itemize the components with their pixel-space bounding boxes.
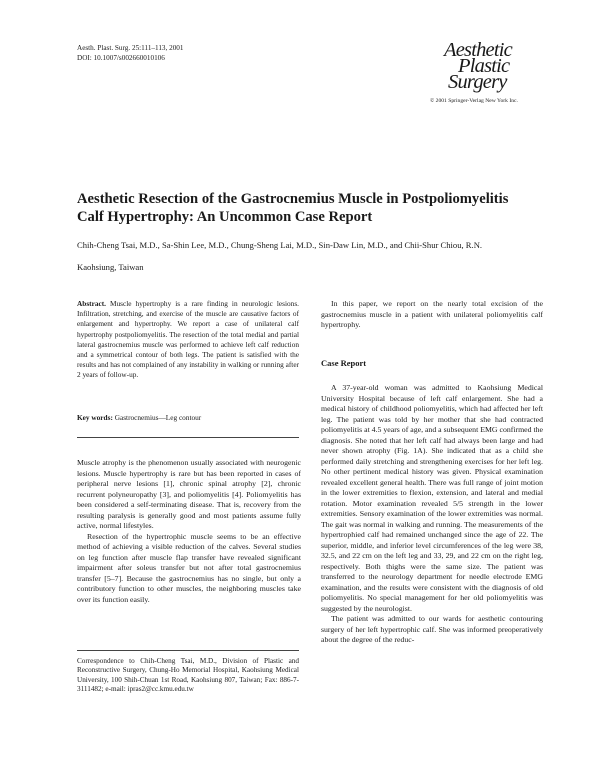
abstract-label: Abstract. [77,299,106,308]
article-title: Aesthetic Resection of the Gastrocnemius Muscle in Postpoliomyelitis Calf Hypertrophy: An Uncommon Case Report [77,191,509,225]
keywords [77,413,299,422]
logo-line-3: Surgery [448,71,507,93]
citation-header [77,44,183,63]
case-report [321,383,543,646]
footnote-divider [77,650,299,651]
abstract [77,299,299,381]
body-paragraph: Resection of the hypertrophic muscle seems to be an effective method of achieving a visible reduction of the calves. Several studies on leg function after muscle flap transfer have revealed significant impairment after soleus transfer but not after total gastrocnemius transfer [5–7]. Because the gastrocnemius has no single, but only a contributory function to other muscles, the neighboring muscles take over its function easily. [77,531,301,604]
authors: Chih-Cheng Tsai, M.D., Sa-Shin Lee, M.D., Chung-Sheng Lai, M.D., Sin-Daw Lin, M.D., and Chii-Shur Chiou, R.N. [77,240,483,250]
intro-paragraph: In this paper, we report on the nearly total excision of the gastrocnemius muscle in a patient with unilateral poliomyelitis calf hypertrophy. [321,299,543,329]
doi: DOI: 10.1007/s002660010106 [77,53,165,62]
case-report-heading: Case Report [321,358,367,368]
abstract-text: Muscle hypertrophy is a rare finding in neurologic lesions. Infiltration, stretching, and exercise of the muscle are causative factors of enlargement and hypertrophy. We report a case of unilateral calf hypertrophy postpoliomyelitis. The resection of the total medial and partial lateral gastrocnemius muscle was performed to achieve left calf reduction and a symmetrical contour of both legs. The patient is satisfied with the results and has not complained of any instability in walking or running after 2 years of follow-up. [77,299,299,380]
journal-logo [444,39,512,93]
affiliation: Kaohsiung, Taiwan [77,262,144,272]
correspondence-footnote: Correspondence to Chih-Cheng Tsai, M.D., Division of Plastic and Reconstructive Surgery, Chung-Ho Memorial Hospital, Kaohsiung Medical University, 100 Shih-Chuan 1st Road, Kaohsiung 807, Taiwan; Fax: 886-7-3111482; e-mail: ipras2@cc.kmu.edu.tw [77,657,299,694]
case-paragraph: The patient was admitted to our wards for aesthetic contouring surgery of her left hypertrophic calf. She was informed preoperatively about the degree of the reduc- [321,614,543,644]
citation: Aesth. Plast. Surg. 25:111–113, 2001 [77,44,184,52]
case-paragraph: A 37-year-old woman was admitted to Kaohsiung Medical University Hospital because of left calf enlargement. She had a medical history of childhood poliomyelitis, which had affected her left leg. The patient was told by her mother that she had contracted poliomyelitis at 4.5 years of age, and a subsequent EMG confirmed the diagnosis. She noted that her left calf had always been large and had never shown atrophy (Fig. 1A). She indicated that as a child she performed daily stretching and strengthening exercises for her left leg. No other pertinent medical history was given. Physical examination revealed excellent general health. There was full range of joint motion in the lower extremities to flexion, extension, and lateral and medial rotation. Motor examination revealed 5/5 strength in the lower extremities. Sensory examination of the lower extremities was normal. The gait was normal in walking and running. The measurements of the hypertrophied calf had remained unchanged since the age of 22. The superior, middle, and inferior level circumferences of the leg were 38, 32.5, and 22 cm on the left leg and 33, 29, and 22 cm on the right leg, respectively. Both thighs were the same size. The patient was transferred to the neurology department for needle electrode EMG examination, and the results were consistent with the diagnosis of old poliomyelitis. No special management for her old poliomyelitis was suggested by the neurologist. [321,383,543,613]
copyright: © 2001 Springer-Verlag New York Inc. [430,98,518,104]
logo-line-1: Aesthetic [444,39,512,61]
logo-line-2: Plastic [458,55,510,77]
left-body [77,458,301,605]
abstract-divider [77,437,299,438]
keywords-label: Key words: [77,413,113,422]
right-intro [321,299,543,331]
keywords-text: Gastrocnemius—Leg contour [114,413,202,422]
body-paragraph: Muscle atrophy is the phenomenon usually associated with neurogenic lesions. Muscle hypertrophy is rare but has been reported in cases of peripheral nerve lesions [1], chronic spinal atrophy [2], chronic recurrent polyneuropathy [3], and poliomyelitis [4]. Poliomyelitis has been considered a self-terminating disease. That is, recovery from the resulting paralysis is generally good and most patients assume fully active, normal lifestyles. [77,458,301,530]
